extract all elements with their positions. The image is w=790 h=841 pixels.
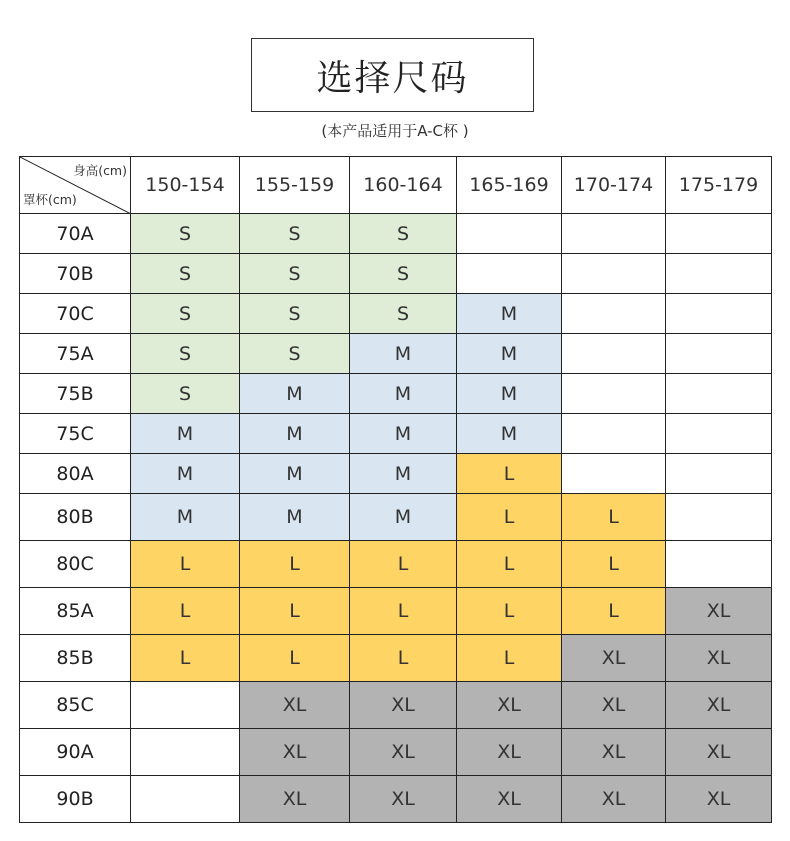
table-row bbox=[20, 294, 772, 334]
row-header-cup-size: 80B bbox=[20, 494, 131, 541]
column-header: 155-159 bbox=[240, 157, 350, 214]
row-header-cup-size: 70B bbox=[20, 254, 131, 294]
table-row bbox=[20, 454, 772, 494]
size-cell: XL bbox=[457, 682, 562, 729]
size-cell: S bbox=[350, 294, 457, 334]
size-cell bbox=[131, 729, 240, 776]
size-cell: M bbox=[457, 334, 562, 374]
size-cell: M bbox=[350, 494, 457, 541]
size-cell bbox=[131, 682, 240, 729]
size-cell: XL bbox=[457, 729, 562, 776]
table-row bbox=[20, 214, 772, 254]
row-header-cup-size: 90A bbox=[20, 729, 131, 776]
size-cell: S bbox=[240, 254, 350, 294]
size-cell: M bbox=[240, 494, 350, 541]
table-row bbox=[20, 494, 772, 541]
row-header-cup-size: 85C bbox=[20, 682, 131, 729]
column-header: 160-164 bbox=[350, 157, 457, 214]
size-cell bbox=[562, 414, 666, 454]
size-cell: XL bbox=[457, 776, 562, 823]
row-header-cup-size: 70A bbox=[20, 214, 131, 254]
size-cell bbox=[457, 254, 562, 294]
table-row bbox=[20, 414, 772, 454]
size-cell: L bbox=[350, 541, 457, 588]
size-cell: L bbox=[562, 588, 666, 635]
size-cell bbox=[562, 254, 666, 294]
size-cell: L bbox=[131, 635, 240, 682]
size-cell: M bbox=[457, 374, 562, 414]
size-cell bbox=[666, 254, 772, 294]
size-cell: XL bbox=[240, 682, 350, 729]
table-row bbox=[20, 374, 772, 414]
size-cell bbox=[562, 334, 666, 374]
table-row bbox=[20, 682, 772, 729]
size-cell: L bbox=[240, 635, 350, 682]
table-row bbox=[20, 254, 772, 294]
cup-axis-label: 罩杯(cm) bbox=[23, 192, 77, 207]
row-header-cup-size: 85A bbox=[20, 588, 131, 635]
size-cell: L bbox=[457, 454, 562, 494]
size-cell: M bbox=[131, 414, 240, 454]
size-cell: S bbox=[131, 294, 240, 334]
size-cell: XL bbox=[666, 588, 772, 635]
size-cell: S bbox=[240, 334, 350, 374]
size-cell: M bbox=[457, 414, 562, 454]
size-cell: M bbox=[240, 454, 350, 494]
size-cell: XL bbox=[562, 729, 666, 776]
row-header-cup-size: 85B bbox=[20, 635, 131, 682]
size-cell: XL bbox=[240, 729, 350, 776]
row-header-cup-size: 80C bbox=[20, 541, 131, 588]
size-cell: L bbox=[350, 588, 457, 635]
size-cell: L bbox=[457, 494, 562, 541]
size-cell: M bbox=[350, 334, 457, 374]
size-cell bbox=[666, 454, 772, 494]
row-header-cup-size: 80A bbox=[20, 454, 131, 494]
size-cell bbox=[562, 294, 666, 334]
size-cell: S bbox=[350, 254, 457, 294]
height-axis-label: 身高(cm) bbox=[73, 163, 127, 178]
row-header-cup-size: 75A bbox=[20, 334, 131, 374]
size-cell: XL bbox=[666, 729, 772, 776]
size-cell: XL bbox=[350, 729, 457, 776]
size-cell: L bbox=[562, 494, 666, 541]
table-row bbox=[20, 541, 772, 588]
size-cell: M bbox=[350, 454, 457, 494]
size-cell: XL bbox=[666, 635, 772, 682]
size-cell: XL bbox=[562, 635, 666, 682]
size-cell: M bbox=[457, 294, 562, 334]
row-header-cup-size: 75C bbox=[20, 414, 131, 454]
size-cell: M bbox=[131, 494, 240, 541]
size-cell: S bbox=[240, 214, 350, 254]
size-cell: S bbox=[131, 214, 240, 254]
row-header-cup-size: 90B bbox=[20, 776, 131, 823]
size-cell: M bbox=[131, 454, 240, 494]
page-subtitle: (本产品适用于A-C杯 ) bbox=[321, 122, 469, 140]
size-cell: L bbox=[457, 541, 562, 588]
row-header-cup-size: 70C bbox=[20, 294, 131, 334]
size-cell: XL bbox=[562, 682, 666, 729]
size-cell bbox=[666, 374, 772, 414]
size-cell bbox=[562, 214, 666, 254]
table-row bbox=[20, 776, 772, 823]
size-cell bbox=[666, 334, 772, 374]
table-row bbox=[20, 334, 772, 374]
table-row bbox=[20, 588, 772, 635]
size-cell: S bbox=[350, 214, 457, 254]
size-cell: L bbox=[562, 541, 666, 588]
size-cell: M bbox=[240, 414, 350, 454]
size-cell bbox=[562, 454, 666, 494]
size-cell bbox=[666, 414, 772, 454]
column-header: 150-154 bbox=[131, 157, 240, 214]
size-cell bbox=[666, 214, 772, 254]
size-cell bbox=[457, 214, 562, 254]
size-cell: XL bbox=[350, 776, 457, 823]
column-header: 170-174 bbox=[562, 157, 666, 214]
size-cell: S bbox=[131, 374, 240, 414]
size-cell bbox=[562, 374, 666, 414]
size-cell: XL bbox=[562, 776, 666, 823]
size-cell: L bbox=[240, 588, 350, 635]
header-row bbox=[20, 157, 772, 214]
size-cell bbox=[666, 494, 772, 541]
table-row bbox=[20, 729, 772, 776]
size-cell: L bbox=[240, 541, 350, 588]
size-cell: S bbox=[240, 294, 350, 334]
size-cell: L bbox=[457, 588, 562, 635]
size-cell: L bbox=[131, 541, 240, 588]
size-cell: XL bbox=[350, 682, 457, 729]
size-cell: M bbox=[240, 374, 350, 414]
size-cell: L bbox=[131, 588, 240, 635]
size-cell: S bbox=[131, 334, 240, 374]
size-cell: M bbox=[350, 374, 457, 414]
size-cell: L bbox=[350, 635, 457, 682]
column-header: 175-179 bbox=[666, 157, 772, 214]
table-row bbox=[20, 635, 772, 682]
page-title: 选择尺码 bbox=[251, 38, 534, 112]
corner-header-cell bbox=[20, 157, 131, 214]
size-cell: S bbox=[131, 254, 240, 294]
column-header: 165-169 bbox=[457, 157, 562, 214]
size-cell: XL bbox=[240, 776, 350, 823]
size-cell bbox=[131, 776, 240, 823]
size-cell: L bbox=[457, 635, 562, 682]
size-cell bbox=[666, 541, 772, 588]
row-header-cup-size: 75B bbox=[20, 374, 131, 414]
size-cell: XL bbox=[666, 776, 772, 823]
size-cell: M bbox=[350, 414, 457, 454]
size-cell bbox=[666, 294, 772, 334]
size-chart-table bbox=[19, 156, 772, 823]
size-cell: XL bbox=[666, 682, 772, 729]
